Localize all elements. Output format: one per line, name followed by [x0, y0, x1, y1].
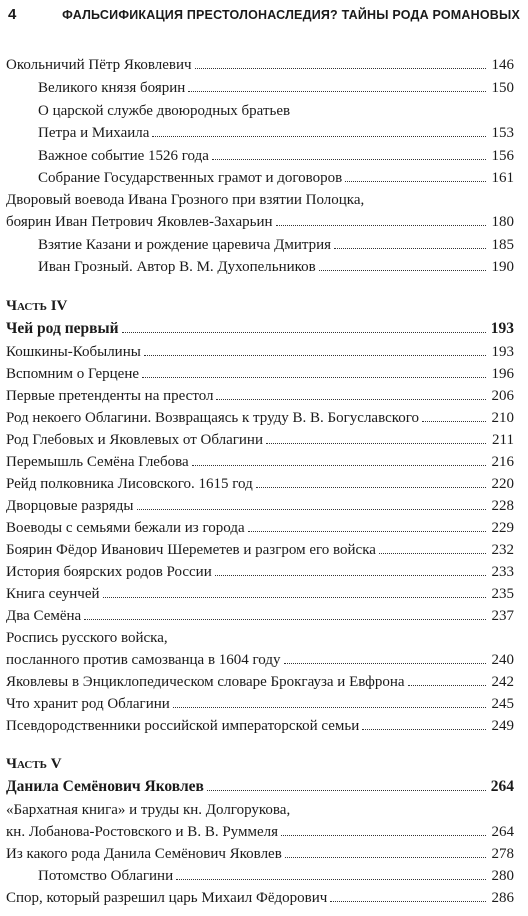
toc-entry: [6, 520, 514, 540]
toc-entry-label: Взятие Казани и рождение царевича Дмитрия: [38, 237, 332, 253]
toc-entry-label: Перемышль Семёна Глебова: [6, 454, 189, 470]
part-title-label: Чей род первый: [6, 320, 119, 337]
toc-entry-label: Петра и Михаила: [38, 125, 150, 141]
toc-entry-label: Дворовый воевода Ивана Грозного при взятии Полоцка,: [6, 192, 365, 208]
toc-entry-page: 232: [491, 542, 514, 558]
toc-entry: [6, 103, 514, 123]
dot-leader: [362, 729, 486, 730]
toc-entry-page: 185: [491, 237, 514, 253]
toc-entry-page: 249: [491, 718, 514, 734]
dot-leader: [379, 553, 486, 554]
toc-entry-label: Дворцовые разряды: [6, 498, 134, 514]
toc-entry-label: боярин Иван Петрович Яковлев-Захарьин: [6, 214, 273, 230]
dot-leader: [152, 136, 486, 137]
dot-leader: [248, 531, 486, 532]
toc-entry-label: Что хранит род Облагини: [6, 696, 170, 712]
toc-entry-label: Роспись русского войска,: [6, 630, 168, 646]
toc-entry-page: 220: [491, 476, 514, 492]
running-head: ФАЛЬСИФИКАЦИЯ ПРЕСТОЛОНАСЛЕДИЯ? ТАЙНЫ РОДА РОМАНОВЫХ: [62, 8, 520, 22]
toc-entry: [6, 846, 514, 866]
dot-leader: [345, 181, 486, 182]
dot-leader: [144, 355, 486, 356]
toc-entry-label: Псевдородственники российской императорской семьи: [6, 718, 360, 734]
toc-entry-page: 229: [491, 520, 514, 536]
dot-leader: [84, 619, 486, 620]
toc-entry-label: Боярин Фёдор Иванович Шереметев и разгром его войска: [6, 542, 376, 558]
toc-entry-page: 245: [491, 696, 514, 712]
toc-entry-page: 150: [491, 80, 514, 96]
dot-leader: [256, 487, 486, 488]
toc-entry-label: Иван Грозный. Автор В. М. Духопельников: [38, 259, 316, 275]
toc-entry: [6, 148, 514, 168]
toc-entry: [6, 630, 514, 650]
dot-leader: [195, 68, 486, 69]
toc-entry-label: Окольничий Пётр Яковлевич: [6, 57, 192, 73]
toc-entry: [6, 170, 514, 190]
dot-leader: [284, 663, 486, 664]
part-heading: Часть V: [6, 756, 62, 772]
toc-entry: [6, 259, 514, 279]
toc-entry-page: 278: [491, 846, 514, 862]
toc-entry: [6, 57, 514, 77]
page-number: 4: [8, 6, 17, 23]
dot-leader: [137, 509, 487, 510]
dot-leader: [188, 91, 486, 92]
dot-leader: [173, 707, 486, 708]
toc-entry: [6, 802, 514, 822]
toc-entry-label: Рейд полковника Лисовского. 1615 год: [6, 476, 253, 492]
toc-entry: [6, 542, 514, 562]
toc-entry-page: 156: [491, 148, 514, 164]
toc-entry-page: 216: [491, 454, 514, 470]
toc-entry-label: Кошкины-Кобылины: [6, 344, 141, 360]
dot-leader: [207, 790, 486, 791]
toc-entry-page: 206: [491, 388, 514, 404]
toc-entry-label: Род некоего Облагини. Возвращаясь к труду В. В. Богуславского: [6, 410, 420, 426]
toc-entry-page: 242: [491, 674, 514, 690]
toc-entry: [6, 824, 514, 844]
toc-entry-page: 280: [491, 868, 514, 884]
toc-entry: [6, 718, 514, 738]
toc-entry: [6, 868, 514, 888]
part-title-page: 193: [490, 320, 514, 337]
toc-entry: [6, 674, 514, 694]
toc-entry-label: Спор, который разрешил царь Михаил Фёдорович: [6, 890, 328, 906]
dot-leader: [215, 575, 486, 576]
toc-entry-label: Потомство Облагини: [38, 868, 174, 884]
toc-entry-page: 190: [491, 259, 514, 275]
toc-entry: [6, 608, 514, 628]
dot-leader: [330, 901, 486, 902]
toc-entry-label: Два Семёна: [6, 608, 82, 624]
toc-entry-page: 211: [492, 432, 514, 448]
dot-leader: [408, 685, 486, 686]
dot-leader: [334, 248, 486, 249]
toc-entry-page: 146: [491, 57, 514, 73]
toc-entry-label: Яковлевы в Энциклопедическом словаре Брокгауза и Евфрона: [6, 674, 405, 690]
toc-entry: [6, 696, 514, 716]
toc-entry-page: 264: [491, 824, 514, 840]
toc-entry-page: 286: [491, 890, 514, 906]
part-title-page: 264: [490, 778, 514, 795]
toc-entry-label: Великого князя боярин: [38, 80, 186, 96]
toc-entry-label: Вспомним о Герцене: [6, 366, 140, 382]
dot-leader: [176, 879, 486, 880]
toc-entry-page: 240: [491, 652, 514, 668]
part-title-label: Данила Семёнович Яковлев: [6, 778, 204, 795]
page-header: [8, 6, 520, 28]
toc-entry: [6, 366, 514, 386]
dot-leader: [281, 835, 486, 836]
dot-leader: [216, 399, 486, 400]
toc-entry-label: Первые претенденты на престол: [6, 388, 214, 404]
toc-entry-page: 180: [491, 214, 514, 230]
dot-leader: [192, 465, 486, 466]
toc-entry-label: посланного против самозванца в 1604 году: [6, 652, 281, 668]
dot-leader: [319, 270, 486, 271]
part-heading: Часть IV: [6, 298, 68, 314]
dot-leader: [422, 421, 486, 422]
toc-entry: [6, 237, 514, 257]
toc-entry-label: Собрание Государственных грамот и договоров: [38, 170, 343, 186]
toc-entry-label: Воеводы с семьями бежали из города: [6, 520, 245, 536]
toc-entry-page: 196: [491, 366, 514, 382]
toc-entry: [6, 890, 514, 910]
dot-leader: [103, 597, 486, 598]
toc-entry-label: кн. Лобанова-Ростовского и В. В. Руммеля: [6, 824, 278, 840]
toc-entry: [6, 192, 514, 212]
part-title: [6, 778, 514, 798]
toc-entry: [6, 476, 514, 496]
toc-entry: [6, 344, 514, 364]
dot-leader: [212, 159, 486, 160]
toc-entry: [6, 410, 514, 430]
toc-entry: [6, 388, 514, 408]
toc-entry-page: 235: [491, 586, 514, 602]
toc-entry-page: 161: [491, 170, 514, 186]
toc-entry: [6, 652, 514, 672]
toc-entry-page: 237: [491, 608, 514, 624]
toc-entry-label: Книга сеунчей: [6, 586, 100, 602]
dot-leader: [142, 377, 486, 378]
toc-entry: [6, 586, 514, 606]
toc-entry: [6, 454, 514, 474]
toc-entry-label: Род Глебовых и Яковлевых от Облагини: [6, 432, 263, 448]
dot-leader: [266, 443, 486, 444]
dot-leader: [122, 332, 486, 333]
toc-entry: [6, 432, 514, 452]
toc-entry-page: 153: [491, 125, 514, 141]
dot-leader: [285, 857, 486, 858]
toc-entry-page: 210: [491, 410, 514, 426]
toc-entry-label: История боярских родов России: [6, 564, 212, 580]
toc-entry-page: 233: [491, 564, 514, 580]
toc-entry: [6, 80, 514, 100]
toc-entry: [6, 564, 514, 584]
dot-leader: [276, 225, 487, 226]
toc-entry-label: Из какого рода Данила Семёнович Яковлев: [6, 846, 282, 862]
toc-entry-label: Важное событие 1526 года: [38, 148, 209, 164]
part-title: [6, 320, 514, 340]
toc-entry-label: О царской службе двоюродных братьев: [38, 103, 291, 119]
toc-entry: [6, 125, 514, 145]
toc-entry-page: 228: [491, 498, 514, 514]
toc-entry-label: «Бархатная книга» и труды кн. Долгорукова,: [6, 802, 291, 818]
toc-entry: [6, 498, 514, 518]
toc-entry-page: 193: [491, 344, 514, 360]
toc-entry: [6, 214, 514, 234]
